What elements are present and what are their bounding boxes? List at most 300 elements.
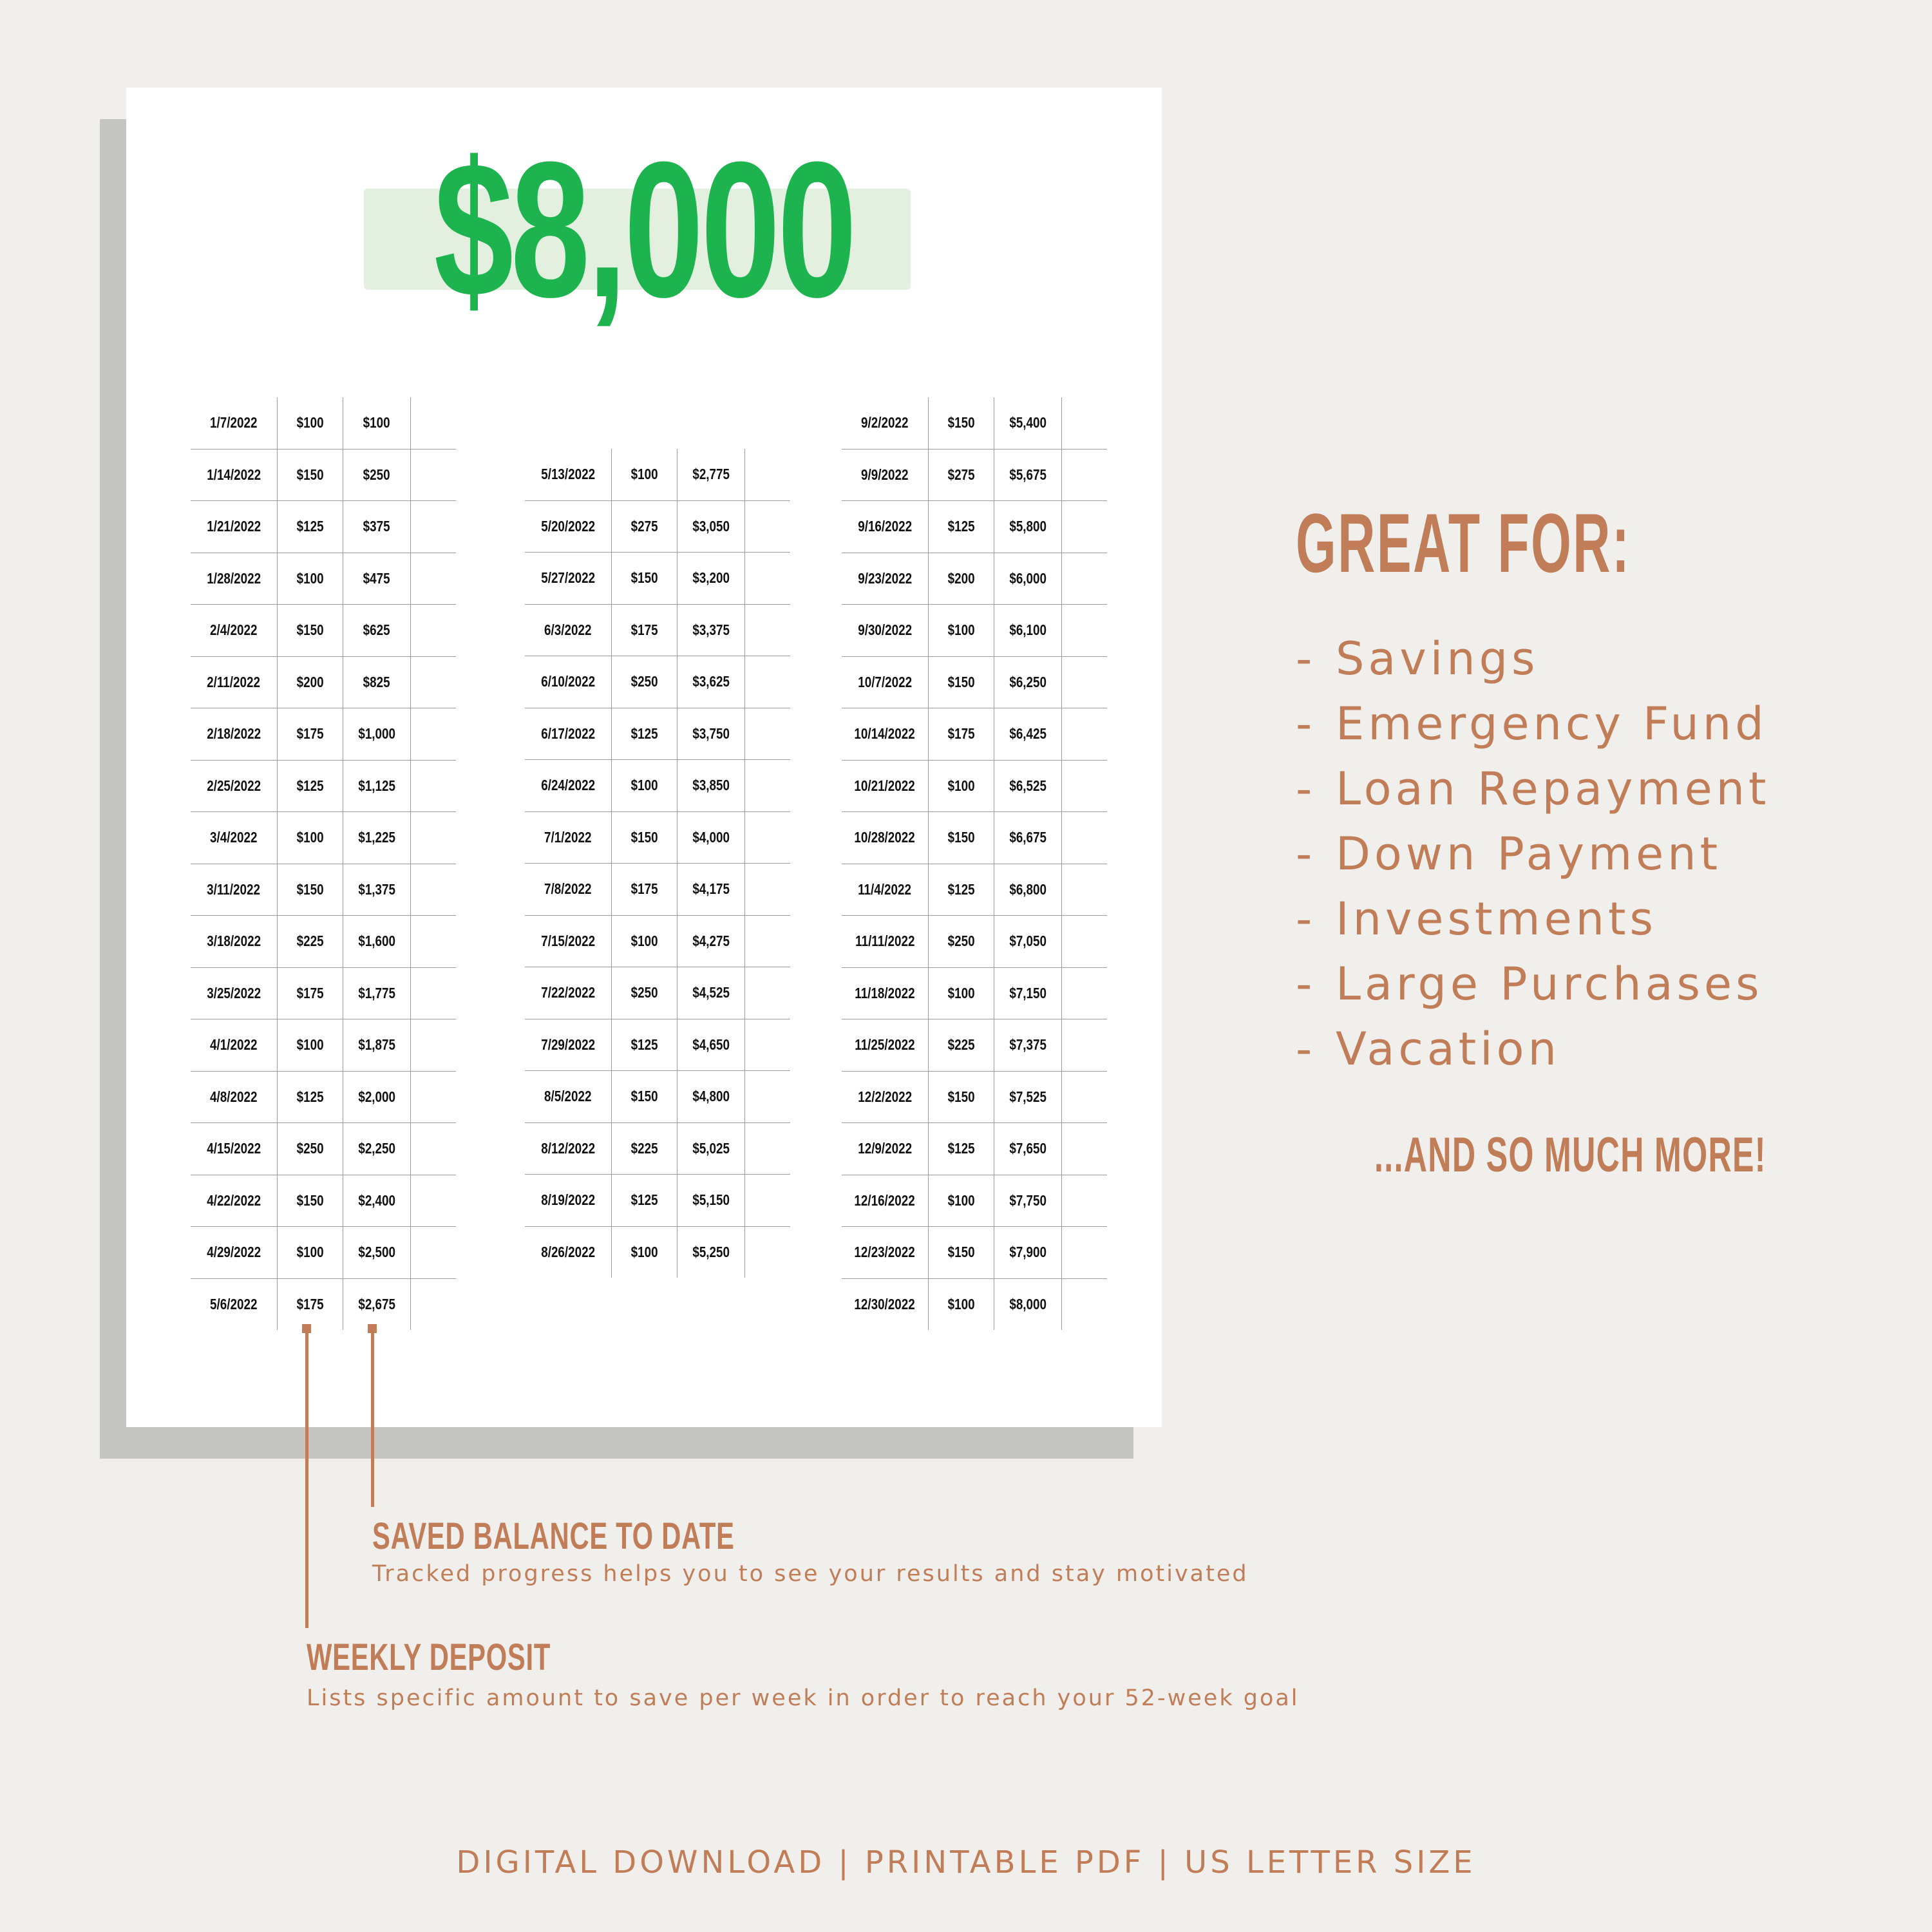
balance-text: $1,125: [358, 777, 395, 794]
table-row: [842, 812, 1107, 864]
date-text: 12/2/2022: [858, 1088, 912, 1105]
deposit-text: $100: [630, 932, 658, 949]
balance-text: $1,375: [358, 880, 395, 898]
date-text: 5/20/2022: [541, 517, 595, 535]
list-item-label: Emergency Fund: [1336, 697, 1768, 750]
balance-text: $1,000: [358, 725, 395, 743]
deposit-text: $100: [947, 984, 975, 1001]
balance-text: $6,800: [1009, 880, 1046, 898]
table-row: [525, 604, 790, 656]
balance-text: $5,250: [692, 1243, 730, 1260]
checkbox-cell: [745, 864, 791, 916]
date-cell: [842, 812, 929, 864]
date-cell: [191, 501, 278, 553]
deposit-cell: [278, 501, 343, 553]
balance-cell: [677, 656, 745, 708]
date-text: 7/29/2022: [541, 1036, 595, 1053]
deposit-cell: [929, 605, 994, 657]
balance-text: $5,400: [1009, 414, 1046, 431]
balance-cell: [677, 604, 745, 656]
deposit-text: $125: [947, 518, 975, 535]
balance-text: $4,275: [692, 932, 730, 949]
checkbox-cell: [411, 501, 457, 553]
deposit-text: $175: [630, 880, 658, 898]
checkbox-cell: [1062, 760, 1108, 812]
deposit-cell: [929, 864, 994, 916]
deposit-cell: [612, 604, 677, 656]
deposit-cell: [278, 449, 343, 501]
deposit-cell: [612, 449, 677, 500]
balance-cell: [343, 864, 411, 916]
checkbox-cell: [1062, 501, 1108, 553]
and-more-tagline: ...AND SO MUCH MORE!: [1374, 1128, 1766, 1182]
deposit-text: $150: [630, 569, 658, 587]
deposit-cell: [929, 1278, 994, 1330]
deposit-text: $275: [947, 466, 975, 483]
balance-text: $250: [363, 466, 390, 483]
list-item: [1296, 760, 1770, 825]
date-text: 2/11/2022: [207, 673, 261, 690]
deposit-text: $275: [630, 517, 658, 535]
balance-cell: [994, 605, 1062, 657]
date-cell: [191, 553, 278, 605]
balance-text: $4,800: [692, 1088, 730, 1105]
checkbox-cell: [411, 553, 457, 605]
date-cell: [842, 1071, 929, 1123]
deposit-text: $150: [296, 466, 324, 483]
list-item-label: Savings: [1336, 632, 1539, 685]
balance-text: $7,900: [1009, 1244, 1046, 1261]
date-cell: [842, 501, 929, 553]
table-row: [525, 1071, 790, 1123]
checkbox-cell: [745, 708, 791, 760]
date-cell: [191, 760, 278, 812]
date-text: 1/7/2022: [210, 414, 258, 431]
balance-text: $4,525: [692, 984, 730, 1001]
table-row: [525, 915, 790, 967]
deposit-cell: [278, 553, 343, 605]
checkbox-cell: [745, 1122, 791, 1175]
table-row: [842, 449, 1107, 501]
checkbox-cell: [411, 1227, 457, 1279]
checkbox-cell: [411, 656, 457, 708]
checkbox-cell: [745, 604, 791, 656]
deposit-text: $100: [296, 1244, 324, 1261]
list-bullet: -: [1296, 1023, 1316, 1075]
date-cell: [525, 967, 612, 1019]
balance-text: $100: [363, 414, 390, 431]
checkbox-cell: [411, 1278, 457, 1330]
date-cell: [191, 708, 278, 761]
deposit-text: $250: [630, 984, 658, 1001]
deposit-cell: [929, 553, 994, 605]
deposit-cell: [278, 1175, 343, 1227]
balance-connector-line: [371, 1325, 374, 1507]
date-cell: [842, 967, 929, 1019]
deposit-cell: [612, 1122, 677, 1175]
table-row: [842, 1278, 1107, 1330]
deposit-text: $225: [947, 1036, 975, 1054]
deposit-text: $125: [296, 777, 324, 794]
checkbox-cell: [745, 500, 791, 553]
balance-cell: [994, 501, 1062, 553]
table-row: [842, 708, 1107, 761]
list-bullet: -: [1296, 697, 1316, 750]
balance-text: $3,625: [692, 673, 730, 690]
balance-cell: [677, 1019, 745, 1071]
deposit-text: $150: [630, 1088, 658, 1105]
list-item: [1296, 1020, 1770, 1085]
list-item: [1296, 630, 1770, 695]
deposit-text: $225: [296, 933, 324, 950]
balance-text: $7,150: [1009, 984, 1046, 1001]
balance-cell: [343, 605, 411, 657]
balance-cell: [994, 1227, 1062, 1279]
balance-text: $5,025: [692, 1139, 730, 1157]
balance-cell: [677, 1226, 745, 1278]
date-text: 3/25/2022: [207, 984, 261, 1001]
date-text: 8/26/2022: [541, 1243, 595, 1260]
date-cell: [842, 1019, 929, 1072]
deposit-text: $100: [947, 777, 975, 794]
table-row: [842, 553, 1107, 605]
deposit-cell: [612, 500, 677, 553]
checkbox-cell: [1062, 1175, 1108, 1227]
balance-text: $7,750: [1009, 1191, 1046, 1209]
list-item-label: Investments: [1336, 893, 1657, 945]
date-text: 9/2/2022: [861, 414, 909, 431]
date-cell: [525, 1226, 612, 1278]
deposit-cell: [929, 1227, 994, 1279]
date-cell: [525, 553, 612, 605]
balance-cell: [994, 449, 1062, 501]
deposit-cell: [612, 1071, 677, 1123]
deposit-cell: [929, 1019, 994, 1072]
deposit-cell: [278, 397, 343, 449]
deposit-cell: [929, 1071, 994, 1123]
table-row: [525, 1122, 790, 1175]
date-cell: [191, 656, 278, 708]
list-item-label: Loan Repayment: [1336, 762, 1770, 815]
date-cell: [842, 656, 929, 708]
date-text: 11/18/2022: [855, 984, 915, 1001]
balance-cell: [677, 500, 745, 553]
balance-text: $2,400: [358, 1191, 395, 1209]
checkbox-cell: [411, 760, 457, 812]
balance-text: $6,000: [1009, 569, 1046, 587]
balance-text: $6,100: [1009, 621, 1046, 639]
goal-title: $8,000: [433, 121, 855, 337]
checkbox-cell: [1062, 812, 1108, 864]
date-text: 11/11/2022: [855, 933, 915, 950]
balance-cell: [343, 449, 411, 501]
checkbox-cell: [411, 1071, 457, 1123]
deposit-text: $150: [296, 1191, 324, 1209]
balance-cell: [677, 708, 745, 760]
table-row: [525, 1175, 790, 1227]
balance-cell: [343, 1019, 411, 1072]
balance-text: $1,775: [358, 984, 395, 1001]
date-cell: [525, 1019, 612, 1071]
balance-text: $6,250: [1009, 673, 1046, 690]
balance-text: $4,175: [692, 880, 730, 898]
balance-text: $7,650: [1009, 1140, 1046, 1157]
date-text: 5/13/2022: [541, 466, 595, 483]
table-row: [525, 708, 790, 760]
balance-cell: [343, 397, 411, 449]
balance-cell: [343, 1227, 411, 1279]
balance-text: $2,250: [358, 1140, 395, 1157]
deposit-text: $250: [630, 673, 658, 690]
date-text: 9/9/2022: [861, 466, 909, 483]
table-row: [191, 397, 456, 449]
balance-text: $7,050: [1009, 933, 1046, 950]
checkbox-cell: [411, 708, 457, 761]
great-for-heading: GREAT FOR:: [1296, 496, 1631, 590]
balance-text: $7,525: [1009, 1088, 1046, 1105]
date-cell: [525, 1071, 612, 1123]
balance-cell: [343, 501, 411, 553]
deposit-cell: [278, 1071, 343, 1123]
date-text: 8/19/2022: [541, 1191, 595, 1209]
deposit-cell: [929, 397, 994, 449]
deposit-cell: [278, 1123, 343, 1175]
deposit-cell: [929, 708, 994, 761]
table-row: [191, 501, 456, 553]
date-cell: [842, 397, 929, 449]
deposit-text: $150: [296, 880, 324, 898]
date-text: 12/23/2022: [854, 1244, 916, 1261]
date-text: 9/23/2022: [858, 569, 912, 587]
checkbox-cell: [411, 916, 457, 968]
deposit-cell: [929, 812, 994, 864]
table-row: [191, 967, 456, 1019]
deposit-cell: [278, 916, 343, 968]
deposit-cell: [929, 967, 994, 1019]
balance-text: $4,000: [692, 828, 730, 846]
balance-cell: [994, 1278, 1062, 1330]
balance-text: $3,375: [692, 621, 730, 638]
date-text: 8/5/2022: [544, 1088, 592, 1105]
deposit-text: $125: [630, 1191, 658, 1209]
balance-cell: [994, 1071, 1062, 1123]
deposit-cell: [612, 967, 677, 1019]
balance-cell: [994, 553, 1062, 605]
table-row: [191, 553, 456, 605]
checkbox-cell: [745, 760, 791, 812]
balance-text: $825: [363, 673, 390, 690]
balance-text: $3,750: [692, 724, 730, 742]
list-bullet: -: [1296, 828, 1316, 880]
balance-cell: [343, 812, 411, 864]
date-cell: [525, 864, 612, 916]
table-row: [842, 656, 1107, 708]
deposit-cell: [278, 605, 343, 657]
table-row: [191, 656, 456, 708]
checkbox-cell: [1062, 1123, 1108, 1175]
deposit-cell: [612, 1019, 677, 1071]
deposit-cell: [278, 967, 343, 1019]
checkbox-cell: [745, 1019, 791, 1071]
deposit-text: $125: [630, 1036, 658, 1053]
date-text: 2/4/2022: [210, 621, 258, 639]
deposit-text: $150: [947, 1088, 975, 1105]
balance-cell: [343, 656, 411, 708]
date-text: 4/15/2022: [207, 1140, 261, 1157]
date-text: 10/7/2022: [858, 673, 912, 690]
balance-text: $3,850: [692, 777, 730, 794]
deposit-cell: [929, 1123, 994, 1175]
date-cell: [191, 864, 278, 916]
table-row: [525, 656, 790, 708]
table-row: [191, 1071, 456, 1123]
date-cell: [525, 708, 612, 760]
checkbox-cell: [745, 449, 791, 500]
checkbox-cell: [1062, 708, 1108, 761]
date-text: 3/4/2022: [210, 829, 258, 846]
deposit-text: $150: [947, 1244, 975, 1261]
date-cell: [525, 500, 612, 553]
date-text: 5/6/2022: [210, 1295, 258, 1312]
deposit-text: $175: [296, 984, 324, 1001]
deposit-text: $100: [296, 569, 324, 587]
date-text: 1/14/2022: [207, 466, 261, 483]
balance-cell: [994, 760, 1062, 812]
list-bullet: -: [1296, 958, 1316, 1010]
deposit-text: $100: [296, 414, 324, 431]
deposit-text: $125: [296, 518, 324, 535]
table-row: [525, 449, 790, 500]
table-row: [525, 811, 790, 864]
balance-text: $625: [363, 621, 390, 639]
deposit-text: $100: [296, 829, 324, 846]
deposit-text: $150: [630, 828, 658, 846]
date-text: 11/25/2022: [855, 1036, 915, 1054]
deposit-text: $100: [630, 1243, 658, 1260]
date-text: 10/21/2022: [854, 777, 916, 794]
deposit-cell: [612, 708, 677, 760]
list-bullet: -: [1296, 632, 1316, 685]
date-cell: [191, 1227, 278, 1279]
checkbox-cell: [745, 967, 791, 1019]
checkbox-cell: [745, 553, 791, 605]
date-text: 6/24/2022: [541, 777, 595, 794]
balance-cell: [343, 1175, 411, 1227]
list-item: [1296, 825, 1770, 890]
tracker-table-sep-dec: [842, 397, 1107, 1330]
balance-text: $6,425: [1009, 725, 1046, 743]
deposit-cell: [278, 656, 343, 708]
date-cell: [191, 1071, 278, 1123]
checkbox-cell: [1062, 449, 1108, 501]
date-cell: [191, 397, 278, 449]
balance-text: $475: [363, 569, 390, 587]
deposit-text: $200: [947, 569, 975, 587]
date-cell: [525, 915, 612, 967]
date-cell: [525, 656, 612, 708]
tracker-table-may-aug: [525, 449, 790, 1278]
table-row: [191, 708, 456, 761]
deposit-text: $100: [296, 1036, 324, 1054]
table-row: [191, 1278, 456, 1330]
balance-text: $7,375: [1009, 1036, 1046, 1054]
checkbox-cell: [745, 1071, 791, 1123]
date-text: 6/17/2022: [541, 724, 595, 742]
deposit-text: $125: [947, 880, 975, 898]
checkbox-cell: [1062, 1019, 1108, 1072]
deposit-cell: [929, 501, 994, 553]
date-cell: [525, 760, 612, 812]
deposit-cell: [612, 915, 677, 967]
date-text: 1/21/2022: [207, 518, 261, 535]
deposit-text: $100: [947, 621, 975, 639]
balance-cell: [677, 553, 745, 605]
balance-text: $3,050: [692, 517, 730, 535]
balance-cell: [343, 1071, 411, 1123]
date-text: 1/28/2022: [207, 569, 261, 587]
date-cell: [191, 812, 278, 864]
balance-text: $2,675: [358, 1295, 395, 1312]
balance-cell: [343, 1278, 411, 1330]
date-text: 4/8/2022: [210, 1088, 258, 1105]
checkbox-cell: [411, 1175, 457, 1227]
date-cell: [842, 1123, 929, 1175]
deposit-cell: [612, 864, 677, 916]
table-row: [842, 1019, 1107, 1072]
balance-cell: [994, 1123, 1062, 1175]
balance-text: $1,875: [358, 1036, 395, 1054]
date-text: 8/12/2022: [541, 1139, 595, 1157]
checkbox-cell: [1062, 656, 1108, 708]
date-text: 12/16/2022: [854, 1191, 916, 1209]
date-text: 10/14/2022: [854, 725, 916, 743]
balance-cell: [994, 656, 1062, 708]
date-cell: [191, 967, 278, 1019]
checkbox-cell: [1062, 553, 1108, 605]
deposit-text: $100: [947, 1191, 975, 1209]
date-cell: [842, 760, 929, 812]
deposit-cell: [278, 1019, 343, 1072]
date-text: 7/1/2022: [544, 828, 592, 846]
deposit-cell: [929, 656, 994, 708]
date-cell: [842, 864, 929, 916]
balance-text: $1,600: [358, 933, 395, 950]
deposit-text: $100: [630, 466, 658, 483]
date-text: 6/3/2022: [544, 621, 592, 638]
date-text: 7/8/2022: [544, 880, 592, 898]
deposit-cell: [929, 449, 994, 501]
checkbox-cell: [1062, 605, 1108, 657]
balance-cell: [343, 916, 411, 968]
date-cell: [842, 605, 929, 657]
table-row: [191, 1175, 456, 1227]
date-text: 4/29/2022: [207, 1244, 261, 1261]
table-row: [525, 553, 790, 605]
balance-cell: [994, 916, 1062, 968]
balance-cell: [677, 760, 745, 812]
checkbox-cell: [411, 449, 457, 501]
table-row: [525, 1226, 790, 1278]
table-row: [842, 1175, 1107, 1227]
date-cell: [191, 605, 278, 657]
table-row: [525, 500, 790, 553]
deposit-text: $125: [630, 724, 658, 742]
balance-text: $5,150: [692, 1191, 730, 1209]
table-row: [842, 605, 1107, 657]
table-row: [842, 501, 1107, 553]
balance-cell: [677, 449, 745, 500]
date-text: 3/18/2022: [207, 933, 261, 950]
